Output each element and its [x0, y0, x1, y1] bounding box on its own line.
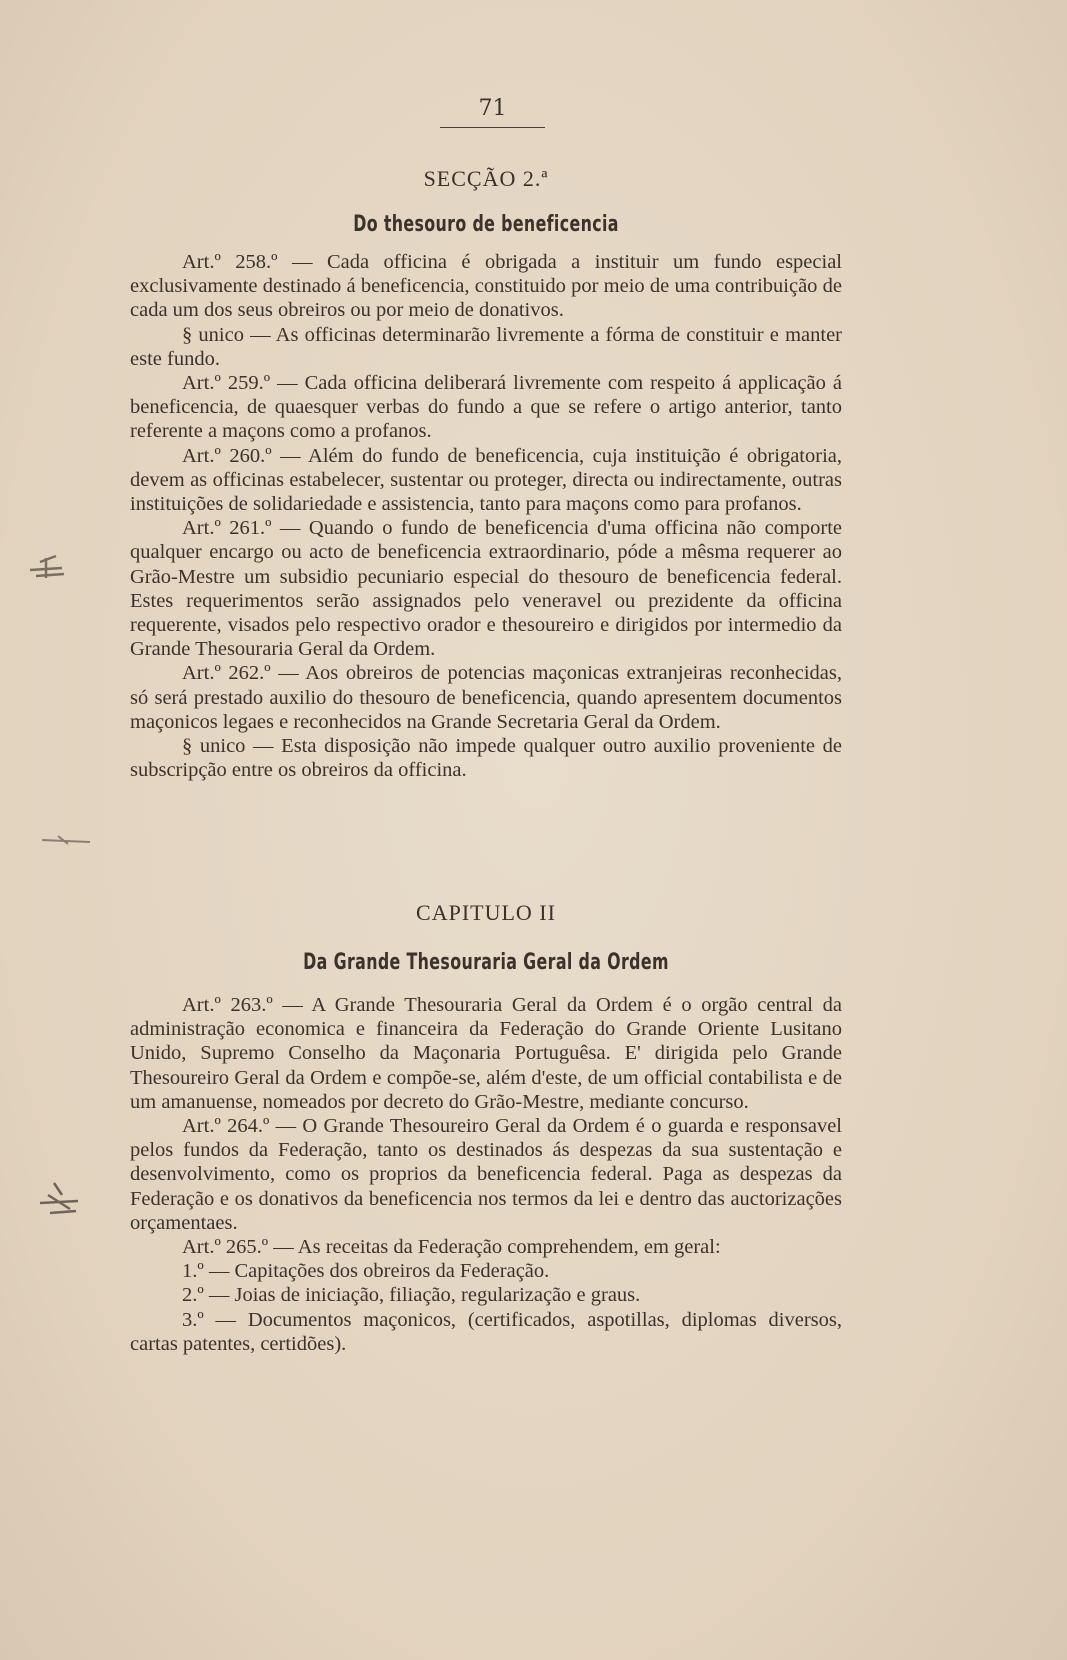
- paragraph: Art.º 260.º — Além do fundo de beneficencia, cuja instituição é obrigatoria, devem as officinas estabelecer, sustentar ou proteger, directa ou indirectamente, outras instituições de solidariedade e assistencia, tanto para maçons como para profanos.: [130, 444, 842, 516]
- paragraph: Art.º 262.º — Aos obreiros de potencias maçonicas extranjeiras reconhecidas, só será prestado auxilio do thesouro de beneficencia, quando apresentem documentos maçonicos legaes e reconhecidos na Grande Secretaria Geral da Ordem.: [130, 662, 842, 733]
- paragraph: Art.º 263.º — A Grande Thesouraria Geral da Ordem é o orgão central da administração economica e financeira da Federação do Grande Oriente Lusitano Unido, Supremo Conselho da Maçonaria Portuguêsa. E' dirigida pelo Grande Thesoureiro Geral da Ordem e compõe-se, além d'este, de um official contabilista e de um amanuense, nomeados por decreto do Grão-Mestre, mediante concurso.: [130, 994, 842, 1113]
- section-heading: Do thesouro de beneficencia: [353, 212, 619, 237]
- paragraph: Art.º 265.º — As receitas da Federação comprehendem, em geral:: [182, 1236, 721, 1259]
- list-item: 3.º — Documentos maçonicos, (certificados, aspotillas, diplomas diversos, cartas patentes, certidões).: [130, 1308, 842, 1355]
- margin-ink-mark: [22, 548, 72, 588]
- paragraph: Art.º 258.º — Cada officina é obrigada a instituir um fundo especial exclusivamente destinado á beneficencia, constituido por meio de uma contribuição de cada um dos seus obreiros ou por meio de donativos.: [130, 251, 842, 322]
- text-block-2: [130, 993, 842, 1356]
- list-item: 2.º — Joias de iniciação, filiação, regularização e graus.: [182, 1284, 641, 1307]
- paragraph: Art.º 264.º — O Grande Thesoureiro Geral da Ordem é o guarda e responsavel pelos fundos da Federação, tanto os destinados ás despezas da sua sustentação e desenvolvimento, como os proprios da beneficencia federal. Paga as despezas da Federação e os donativos da beneficencia nos termos da lei e dentro das auctorizações orçamentaes.: [130, 1115, 842, 1234]
- paragraph: § unico — As officinas determinarão livremente a fórma de constituir e manter este fundo.: [130, 323, 842, 370]
- chapter-heading: Da Grande Thesouraria Geral da Ordem: [303, 950, 669, 975]
- page-number: 71: [440, 96, 545, 128]
- text-block-1: [130, 250, 842, 782]
- chapter-label: CAPITULO II: [416, 900, 556, 925]
- paragraph: Art.º 259.º — Cada officina deliberará livremente com respeito á applicação á beneficencia, de quaesquer verbas do fundo a que se refere o artigo anterior, tanto referente a maçons como a profanos.: [130, 372, 842, 443]
- margin-ink-mark: [30, 1175, 85, 1225]
- section-label: SECÇÃO 2.ª: [423, 166, 549, 191]
- list-item: 1.º — Capitações dos obreiros da Federação.: [182, 1260, 550, 1283]
- paragraph: § unico — Esta disposição não impede qualquer outro auxilio proveniente de subscripção entre os obreiros da officina.: [130, 735, 842, 782]
- margin-ink-mark: [38, 830, 98, 850]
- paragraph: Art.º 261.º — Quando o fundo de beneficencia d'uma officina não comporte qualquer encargo ou acto de beneficencia extraordinario, póde a mêsma requerer ao Grão-Mestre um subsidio pecuniario especial do thesouro de beneficencia federal. Estes requerimentos serão assignados pelo veneravel ou prezidente da officina requerente, visados pelo respectivo orador e thesoureiro e dirigidos por intermedio da Grande Thesouraria Geral da Ordem.: [130, 517, 842, 661]
